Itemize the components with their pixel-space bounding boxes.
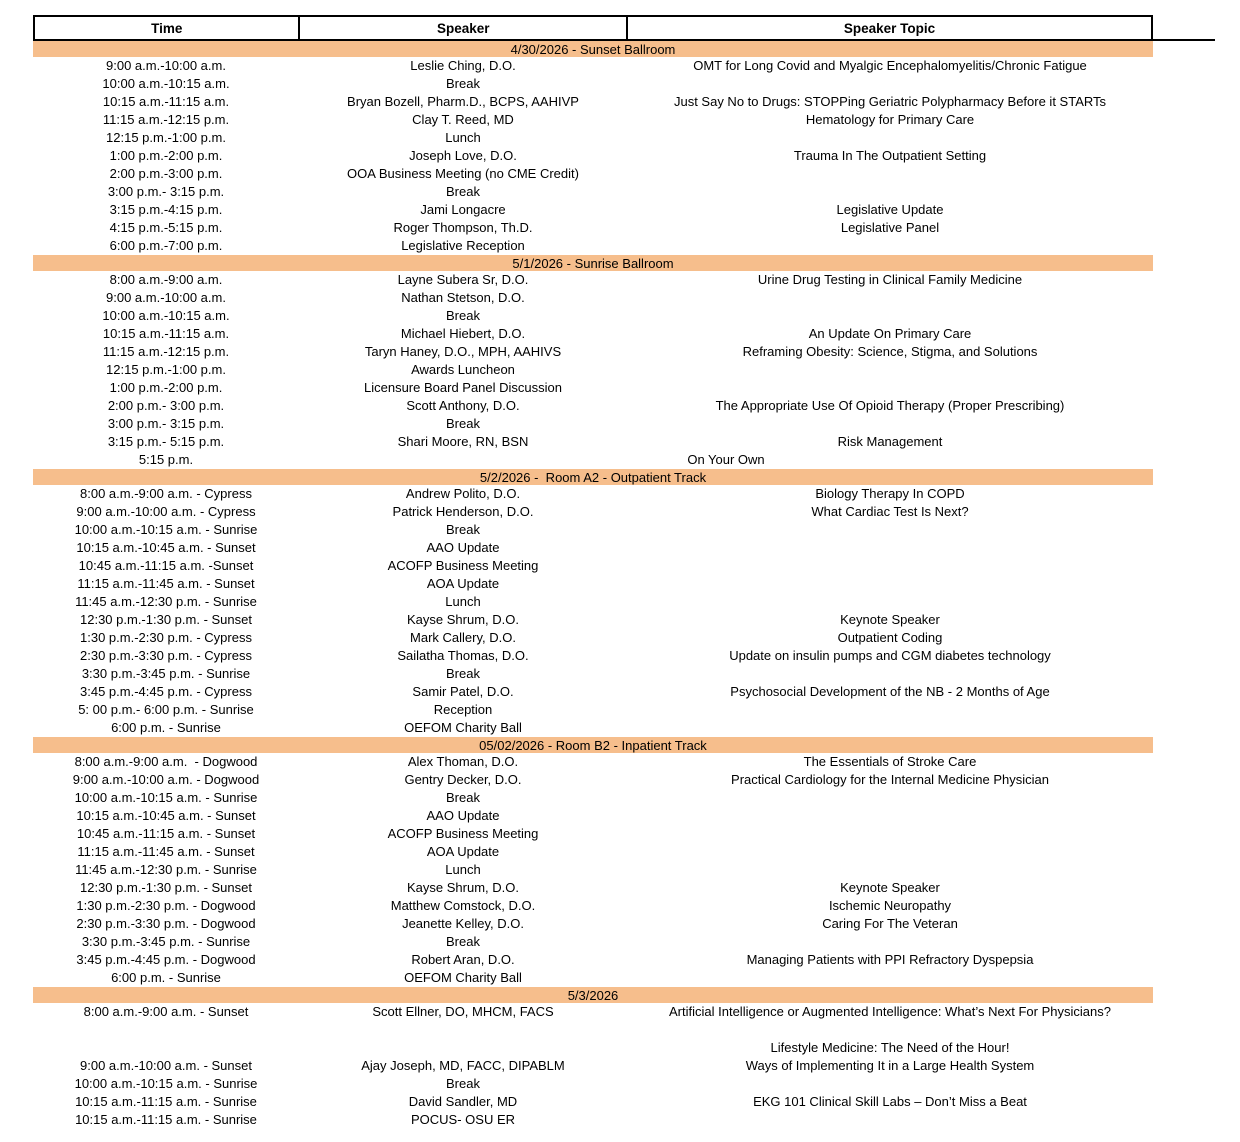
speaker-cell: Jami Longacre — [420, 202, 506, 217]
table-row — [33, 933, 1153, 951]
time-cell: 1:00 p.m.-2:00 p.m. — [109, 380, 223, 395]
time-cell: 11:45 a.m.-12:30 p.m. - Sunrise — [75, 594, 257, 609]
topic-cell: The Appropriate Use Of Opioid Therapy (Proper Prescribing) — [715, 398, 1065, 413]
table-row — [33, 1021, 1153, 1039]
table-row — [33, 415, 1153, 433]
speaker-cell: Gentry Decker, D.O. — [404, 772, 522, 787]
table-row — [33, 539, 1153, 557]
section-header: 5/3/2026 — [33, 987, 1153, 1003]
topic-cell — [627, 593, 1153, 611]
time-cell: 11:15 a.m.-11:45 a.m. - Sunset — [77, 576, 255, 591]
topic-cell — [627, 237, 1153, 255]
table-row — [33, 343, 1153, 361]
time-cell: 3:30 p.m.-3:45 p.m. - Sunrise — [81, 934, 251, 949]
topic-cell: Artificial Intelligence or Augmented Intelligence: What’s Next For Physicians? — [669, 1004, 1111, 1019]
table-row — [33, 593, 1153, 611]
table-row — [33, 165, 1153, 183]
table-row — [33, 647, 1153, 665]
topic-cell: What Cardiac Test Is Next? — [811, 504, 969, 519]
time-cell: 10:00 a.m.-10:15 a.m. - Sunrise — [74, 522, 258, 537]
topic-cell: Just Say No to Drugs: STOPPing Geriatric Polypharmacy Before it STARTs — [673, 94, 1107, 109]
time-cell: 1:00 p.m.-2:00 p.m. — [109, 148, 223, 163]
speaker-cell: Break — [446, 1076, 480, 1091]
topic-cell — [627, 843, 1153, 861]
speaker-cell: Matthew Comstock, D.O. — [390, 898, 536, 913]
speaker-cell: Samir Patel, D.O. — [412, 684, 514, 699]
time-cell: 10:45 a.m.-11:15 a.m. - Sunset — [76, 826, 256, 841]
table-row — [33, 147, 1153, 165]
time-cell: 10:15 a.m.-11:15 a.m. - Sunrise — [75, 1094, 257, 1109]
topic-cell: The Essentials of Stroke Care — [803, 754, 977, 769]
table-header-row — [33, 15, 1153, 41]
table-row — [33, 1039, 1153, 1057]
time-cell: 4:15 p.m.-5:15 p.m. — [109, 220, 223, 235]
speaker-cell: Robert Aran, D.O. — [411, 952, 515, 967]
table-row — [33, 701, 1153, 719]
table-row — [33, 861, 1153, 879]
table-row — [33, 879, 1153, 897]
merged-cell: On Your Own — [687, 452, 765, 467]
topic-cell: Practical Cardiology for the Internal Medicine Physician — [731, 772, 1049, 787]
topic-cell: EKG 101 Clinical Skill Labs – Don’t Miss a Beat — [753, 1094, 1027, 1109]
section-header: 05/02/2026 - Room B2 - Inpatient Track — [33, 737, 1153, 753]
time-cell: 1:30 p.m.-2:30 p.m. - Cypress — [80, 630, 252, 645]
time-cell: 12:15 p.m.-1:00 p.m. — [106, 130, 226, 145]
table-row — [33, 379, 1153, 397]
time-cell: 10:15 a.m.-11:15 a.m. — [102, 326, 230, 341]
table-row — [33, 111, 1153, 129]
speaker-cell: Break — [446, 76, 480, 91]
speaker-cell — [299, 1021, 627, 1039]
speaker-cell: Layne Subera Sr, D.O. — [397, 272, 529, 287]
speaker-cell: Joseph Love, D.O. — [409, 148, 517, 163]
time-cell: 2:00 p.m.- 3:00 p.m. — [107, 398, 225, 413]
time-cell: 12:30 p.m.-1:30 p.m. - Sunset — [80, 880, 252, 895]
speaker-cell: AOA Update — [426, 844, 500, 859]
topic-cell: Outpatient Coding — [837, 630, 943, 645]
topic-cell: Legislative Panel — [840, 220, 940, 235]
topic-cell — [627, 379, 1153, 397]
time-cell: 3:45 p.m.-4:45 p.m. - Cypress — [80, 684, 252, 699]
topic-cell — [627, 289, 1153, 307]
time-cell: 6:00 p.m. - Sunrise — [111, 970, 221, 985]
topic-cell — [627, 521, 1153, 539]
topic-cell — [627, 1021, 1153, 1039]
topic-cell — [627, 307, 1153, 325]
table-row — [33, 183, 1153, 201]
speaker-cell: POCUS- OSU ER — [410, 1112, 515, 1127]
table-row — [33, 1075, 1153, 1093]
speaker-cell — [299, 1039, 627, 1057]
time-cell: 3:00 p.m.- 3:15 p.m. — [107, 416, 225, 431]
time-cell: 11:15 a.m.-12:15 p.m. — [102, 344, 230, 359]
table-row — [33, 201, 1153, 219]
table-row — [33, 611, 1153, 629]
time-cell: 3:45 p.m.-4:45 p.m. - Dogwood — [76, 952, 256, 967]
topic-cell — [627, 969, 1153, 987]
table-row — [33, 1057, 1153, 1075]
topic-cell: Caring For The Veteran — [822, 916, 958, 931]
table-row — [33, 57, 1153, 75]
topic-cell — [627, 183, 1153, 201]
topic-cell: An Update On Primary Care — [808, 326, 972, 341]
topic-cell — [627, 361, 1153, 379]
time-cell: 9:00 a.m.-10:00 a.m. - Cypress — [76, 504, 256, 519]
section-header: 4/30/2026 - Sunset Ballroom — [33, 41, 1153, 57]
time-cell: 1:30 p.m.-2:30 p.m. - Dogwood — [76, 898, 256, 913]
time-cell: 9:00 a.m.-10:00 a.m. - Sunset — [80, 1058, 252, 1073]
table-row — [33, 307, 1153, 325]
speaker-cell: Patrick Henderson, D.O. — [392, 504, 534, 519]
topic-cell: Keynote Speaker — [840, 612, 940, 627]
speaker-cell: Scott Anthony, D.O. — [406, 398, 520, 413]
table-row — [33, 75, 1153, 93]
speaker-cell: Roger Thompson, Th.D. — [393, 220, 533, 235]
speaker-cell: Bryan Bozell, Pharm.D., BCPS, AAHIVP — [347, 94, 579, 109]
topic-cell: Update on insulin pumps and CGM diabetes technology — [729, 648, 1051, 663]
time-cell: 10:15 a.m.-10:45 a.m. - Sunset — [76, 540, 256, 555]
topic-cell: Keynote Speaker — [840, 880, 940, 895]
speaker-cell: Leslie Ching, D.O. — [410, 58, 516, 73]
speaker-cell: Lunch — [445, 130, 481, 145]
topic-cell — [627, 1075, 1153, 1093]
speaker-cell: OEFOM Charity Ball — [404, 970, 522, 985]
topic-cell: Psychosocial Development of the NB - 2 Months of Age — [730, 684, 1050, 699]
time-cell: 3:15 p.m.-4:15 p.m. — [109, 202, 223, 217]
topic-cell — [627, 701, 1153, 719]
table-row — [33, 1111, 1153, 1129]
topic-cell: Risk Management — [837, 434, 943, 449]
table-row — [33, 93, 1153, 111]
time-cell: 2:30 p.m.-3:30 p.m. - Dogwood — [76, 916, 256, 931]
time-cell: 10:15 a.m.-11:15 a.m. — [102, 94, 230, 109]
time-cell: 9:00 a.m.-10:00 a.m. - Dogwood — [72, 772, 260, 787]
time-cell: 11:15 a.m.-11:45 a.m. - Sunset — [77, 844, 255, 859]
table-body — [33, 41, 1153, 1129]
header-border-extension — [1151, 39, 1215, 42]
table-row — [33, 807, 1153, 825]
speaker-cell: Jeanette Kelley, D.O. — [402, 916, 524, 931]
time-cell: 6:00 p.m. - Sunrise — [111, 720, 221, 735]
time-cell: 2:00 p.m.-3:00 p.m. — [109, 166, 223, 181]
column-header-speaker-topic: Speaker Topic — [626, 15, 1153, 41]
table-row — [33, 503, 1153, 521]
section-header: 5/2/2026 - Room A2 - Outpatient Track — [33, 469, 1153, 485]
topic-cell: Trauma In The Outpatient Setting — [793, 148, 987, 163]
time-cell: 10:15 a.m.-11:15 a.m. - Sunrise — [75, 1112, 257, 1127]
time-cell: 3:00 p.m.- 3:15 p.m. — [107, 184, 225, 199]
schedule-table — [33, 15, 1153, 1129]
table-row — [33, 969, 1153, 987]
speaker-cell: OEFOM Charity Ball — [404, 720, 522, 735]
speaker-cell: Lunch — [445, 594, 481, 609]
speaker-cell: Legislative Reception — [401, 238, 525, 253]
topic-cell — [627, 165, 1153, 183]
topic-cell: Lifestyle Medicine: The Need of the Hour! — [770, 1040, 1010, 1055]
time-cell — [33, 1021, 299, 1039]
table-row — [33, 433, 1153, 451]
topic-cell — [627, 557, 1153, 575]
speaker-cell: Taryn Haney, D.O., MPH, AAHIVS — [364, 344, 562, 359]
topic-cell — [627, 665, 1153, 683]
time-cell: 11:45 a.m.-12:30 p.m. - Sunrise — [75, 862, 257, 877]
time-cell: 10:45 a.m.-11:15 a.m. -Sunset — [78, 558, 254, 573]
topic-cell — [627, 75, 1153, 93]
topic-cell — [627, 933, 1153, 951]
table-row — [33, 771, 1153, 789]
topic-cell — [627, 861, 1153, 879]
time-cell: 9:00 a.m.-10:00 a.m. — [106, 58, 226, 73]
speaker-cell: AOA Update — [426, 576, 500, 591]
time-cell: 10:00 a.m.-10:15 a.m. — [102, 76, 230, 91]
table-row — [33, 129, 1153, 147]
time-cell: 6:00 p.m.-7:00 p.m. — [109, 238, 223, 253]
time-cell — [33, 1039, 299, 1057]
speaker-cell: Andrew Polito, D.O. — [405, 486, 521, 501]
time-cell: 9:00 a.m.-10:00 a.m. — [106, 290, 226, 305]
table-row — [33, 271, 1153, 289]
time-cell: 2:30 p.m.-3:30 p.m. - Cypress — [80, 648, 252, 663]
speaker-cell: AAO Update — [426, 808, 500, 823]
table-row — [33, 789, 1153, 807]
time-cell: 8:00 a.m.-9:00 a.m. - Dogwood — [74, 754, 258, 769]
time-cell: 3:30 p.m.-3:45 p.m. - Sunrise — [81, 666, 251, 681]
speaker-cell: ACOFP Business Meeting — [387, 826, 539, 841]
topic-cell: Managing Patients with PPI Refractory Dyspepsia — [746, 952, 1034, 967]
topic-cell: Legislative Update — [836, 202, 944, 217]
speaker-cell: Awards Luncheon — [411, 362, 515, 377]
topic-cell — [627, 129, 1153, 147]
topic-cell — [627, 825, 1153, 843]
speaker-cell: Mark Callery, D.O. — [410, 630, 516, 645]
time-cell: 11:15 a.m.-12:15 p.m. — [102, 112, 230, 127]
speaker-cell: Break — [446, 666, 480, 681]
speaker-cell: Scott Ellner, DO, MHCM, FACS — [372, 1004, 554, 1019]
table-row — [33, 575, 1153, 593]
time-cell: 10:00 a.m.-10:15 a.m. - Sunrise — [74, 790, 258, 805]
table-row — [33, 719, 1153, 737]
speaker-cell: Lunch — [445, 862, 481, 877]
column-header-speaker: Speaker — [298, 15, 628, 41]
speaker-cell: Kayse Shrum, D.O. — [407, 612, 519, 627]
table-row — [33, 1093, 1153, 1111]
table-row — [33, 325, 1153, 343]
table-row — [33, 237, 1153, 255]
table-row — [33, 825, 1153, 843]
speaker-cell: David Sandler, MD — [408, 1094, 518, 1109]
topic-cell — [627, 807, 1153, 825]
speaker-cell: Break — [446, 184, 480, 199]
topic-cell: Ways of Implementing It in a Large Health System — [745, 1058, 1035, 1073]
time-cell: 10:15 a.m.-10:45 a.m. - Sunset — [76, 808, 256, 823]
topic-cell: Urine Drug Testing in Clinical Family Medicine — [757, 272, 1023, 287]
speaker-cell: Kayse Shrum, D.O. — [407, 880, 519, 895]
speaker-cell: Break — [446, 522, 480, 537]
speaker-cell: Break — [446, 934, 480, 949]
time-cell: 5: 00 p.m.- 6:00 p.m. - Sunrise — [78, 702, 254, 717]
time-cell: 10:00 a.m.-10:15 a.m. - Sunrise — [74, 1076, 258, 1091]
topic-cell: OMT for Long Covid and Myalgic Encephalomyelitis/Chronic Fatigue — [693, 58, 1087, 73]
topic-cell: Reframing Obesity: Science, Stigma, and Solutions — [742, 344, 1038, 359]
time-cell: 8:00 a.m.-9:00 a.m. - Sunset — [83, 1004, 249, 1019]
speaker-cell: AAO Update — [426, 540, 500, 555]
topic-cell: Biology Therapy In COPD — [815, 486, 965, 501]
table-row — [33, 289, 1153, 307]
speaker-cell: Alex Thoman, D.O. — [407, 754, 519, 769]
speaker-cell: ACOFP Business Meeting — [387, 558, 539, 573]
topic-cell — [627, 719, 1153, 737]
speaker-cell: Ajay Joseph, MD, FACC, DIPABLM — [361, 1058, 565, 1073]
time-cell: 3:15 p.m.- 5:15 p.m. — [107, 434, 225, 449]
speaker-cell: Break — [446, 790, 480, 805]
column-header-time: Time — [33, 15, 301, 41]
table-row — [33, 915, 1153, 933]
table-row — [33, 397, 1153, 415]
speaker-cell: Licensure Board Panel Discussion — [364, 380, 562, 395]
table-row — [33, 753, 1153, 771]
speaker-cell: Michael Hiebert, D.O. — [400, 326, 526, 341]
time-cell: 8:00 a.m.-9:00 a.m. - Cypress — [80, 486, 252, 501]
table-row — [33, 843, 1153, 861]
speaker-cell: Break — [446, 416, 480, 431]
table-row — [33, 219, 1153, 237]
table-row — [33, 451, 1153, 469]
speaker-cell: Clay T. Reed, MD — [412, 112, 514, 127]
topic-cell: Ischemic Neuropathy — [828, 898, 952, 913]
time-cell: 10:00 a.m.-10:15 a.m. — [102, 308, 230, 323]
table-row — [33, 897, 1153, 915]
table-row — [33, 557, 1153, 575]
speaker-cell: Nathan Stetson, D.O. — [401, 290, 525, 305]
section-header: 5/1/2026 - Sunrise Ballroom — [33, 255, 1153, 271]
table-row — [33, 521, 1153, 539]
topic-cell — [627, 789, 1153, 807]
speaker-cell: Reception — [433, 702, 493, 717]
speaker-cell: Sailatha Thomas, D.O. — [397, 648, 529, 663]
table-row — [33, 361, 1153, 379]
topic-cell — [627, 539, 1153, 557]
topic-cell — [627, 575, 1153, 593]
table-row — [33, 665, 1153, 683]
time-cell: 5:15 p.m. — [138, 452, 194, 467]
table-row — [33, 1003, 1153, 1021]
speaker-cell: Shari Moore, RN, BSN — [397, 434, 529, 449]
table-row — [33, 951, 1153, 969]
time-cell: 12:30 p.m.-1:30 p.m. - Sunset — [80, 612, 252, 627]
topic-cell — [627, 1111, 1153, 1129]
time-cell: 8:00 a.m.-9:00 a.m. — [109, 272, 223, 287]
speaker-cell: Break — [446, 308, 480, 323]
topic-cell: Hematology for Primary Care — [805, 112, 975, 127]
table-row — [33, 485, 1153, 503]
topic-cell — [627, 415, 1153, 433]
table-row — [33, 629, 1153, 647]
time-cell: 12:15 p.m.-1:00 p.m. — [106, 362, 226, 377]
table-row — [33, 683, 1153, 701]
speaker-cell: OOA Business Meeting (no CME Credit) — [347, 166, 579, 181]
